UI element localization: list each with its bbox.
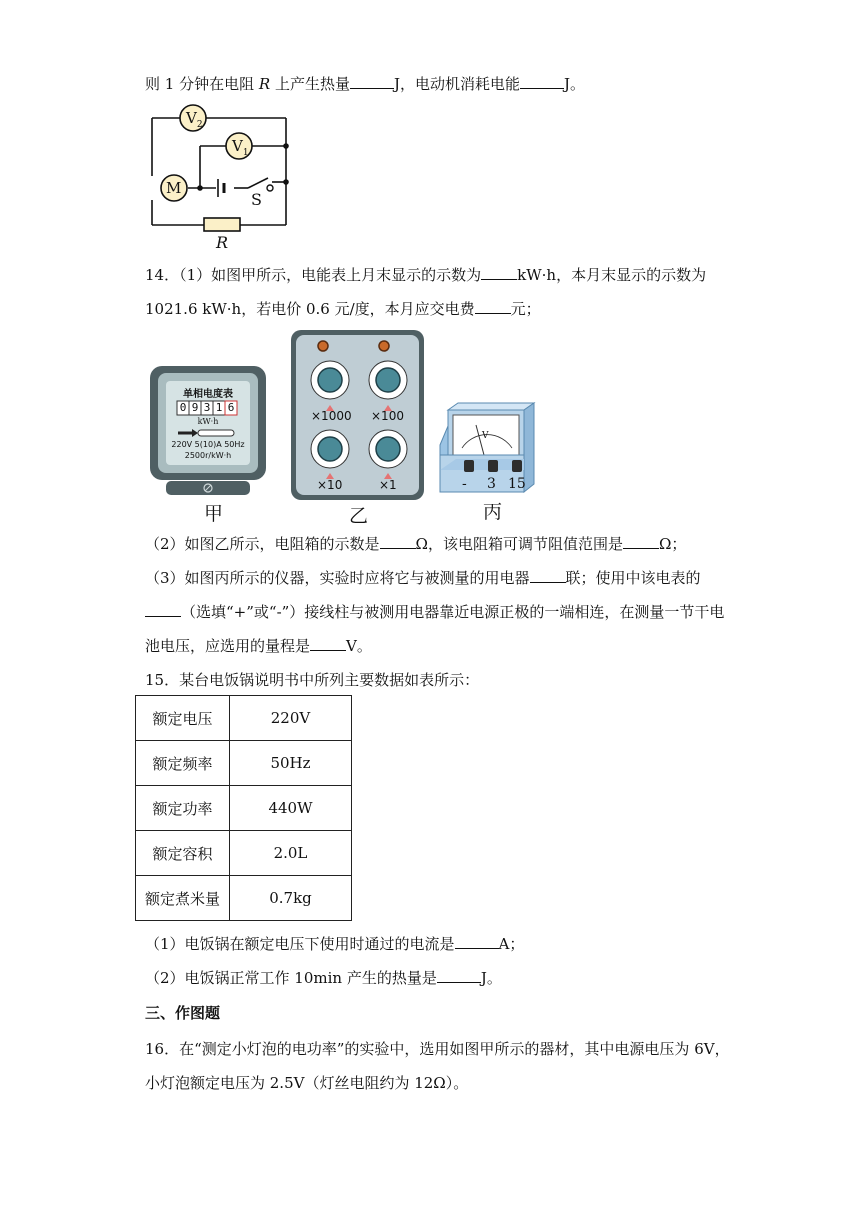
- answer-blank: [437, 967, 481, 983]
- q14-line1: 14．（1）如图甲所示，电能表上月末显示的示数为 kW·h，本月末显示的示数为: [145, 266, 707, 284]
- v1-label: $V_1$: [232, 137, 249, 158]
- q13-tail-line: 则 1 分钟在电阻 R 上产生热量 J，电动机消耗电能 J。: [145, 75, 585, 93]
- terminal-15-icon: [512, 460, 522, 472]
- motor-label: M: [166, 179, 182, 197]
- meter-unit: kW·h: [197, 417, 219, 426]
- table-row: 额定容积 2.0L: [136, 831, 352, 876]
- mult-10: ×10: [317, 478, 343, 492]
- q14-part3-line2: （选填“+”或“-”）接线柱与被测用电器靠近电源正极的一端相连，在测量一节干电: [145, 601, 724, 622]
- terminal-minus-icon: [464, 460, 474, 472]
- answer-blank: [623, 533, 659, 549]
- q14-part2: （2）如图乙所示，电阻箱的示数是 Ω，该电阻箱可调节阻值范围是 Ω；: [145, 535, 687, 553]
- table-row: 额定功率 440W: [136, 786, 352, 831]
- v2-label: $V_2$: [186, 109, 203, 130]
- section-heading: 三、作图题: [145, 1004, 221, 1022]
- resistor-label: R: [216, 233, 229, 252]
- figure-label-bing: 丙: [483, 501, 503, 523]
- vm-terminal-minus: -: [462, 476, 467, 492]
- table-row: 额定电压 220V: [136, 696, 352, 741]
- table-row: 额定频率 50Hz: [136, 741, 352, 786]
- switch-label: S: [251, 190, 262, 209]
- mult-100: ×100: [371, 409, 404, 423]
- spec-table: [135, 695, 352, 921]
- meter-title: 单相电度表: [183, 389, 233, 400]
- terminal-3-icon: [488, 460, 498, 472]
- q14-line2: 1021.6 kW·h，若电价 0.6 元/度，本月应交电费 元；: [145, 300, 541, 318]
- q15-sub2: （2）电饭锅正常工作 10min 产生的热量是 J。: [145, 969, 502, 987]
- answer-blank: [310, 635, 346, 651]
- q15-title: 15．某台电饭锅说明书中所列主要数据如表所示：: [145, 671, 480, 689]
- answer-blank: [530, 567, 566, 583]
- vm-terminal-15: 15: [508, 476, 526, 492]
- resistor-var: R: [258, 75, 271, 93]
- vm-terminal-3: 3: [487, 476, 496, 492]
- q16-line1: 16．在“测定小灯泡的电功率”的实验中，选用如图甲所示的器材，其中电源电压为 6V，: [145, 1040, 730, 1058]
- q16-line2: 小灯泡额定电压为 2.5V（灯丝电阻约为 12Ω）。: [145, 1074, 469, 1092]
- mult-1: ×1: [379, 478, 397, 492]
- answer-blank: [145, 601, 181, 617]
- q14-part3-line1: （3）如图丙所示的仪器，实验时应将它与被测量的用电器 联；使用中该电表的: [145, 569, 701, 587]
- table-row: 额定煮米量 0.7kg: [136, 876, 352, 921]
- meter-spec1: 220V 5(10)A 50Hz: [171, 440, 245, 449]
- figure-label-jia: 甲: [204, 503, 224, 525]
- answer-blank: [455, 933, 499, 949]
- meter-digits: 0 9 3 1 6: [179, 401, 235, 414]
- q15-sub1: （1）电饭锅在额定电压下使用时通过的电流是 A；: [145, 935, 525, 953]
- vm-letter: V: [482, 431, 489, 441]
- answer-blank: [380, 533, 416, 549]
- meter-spec2: 2500r/kW·h: [184, 451, 232, 460]
- figure-label-yi: 乙: [349, 505, 369, 527]
- mult-1000: ×1000: [311, 409, 352, 423]
- q14-part3-line3: 池电压，应选用的量程是 V。: [145, 637, 372, 655]
